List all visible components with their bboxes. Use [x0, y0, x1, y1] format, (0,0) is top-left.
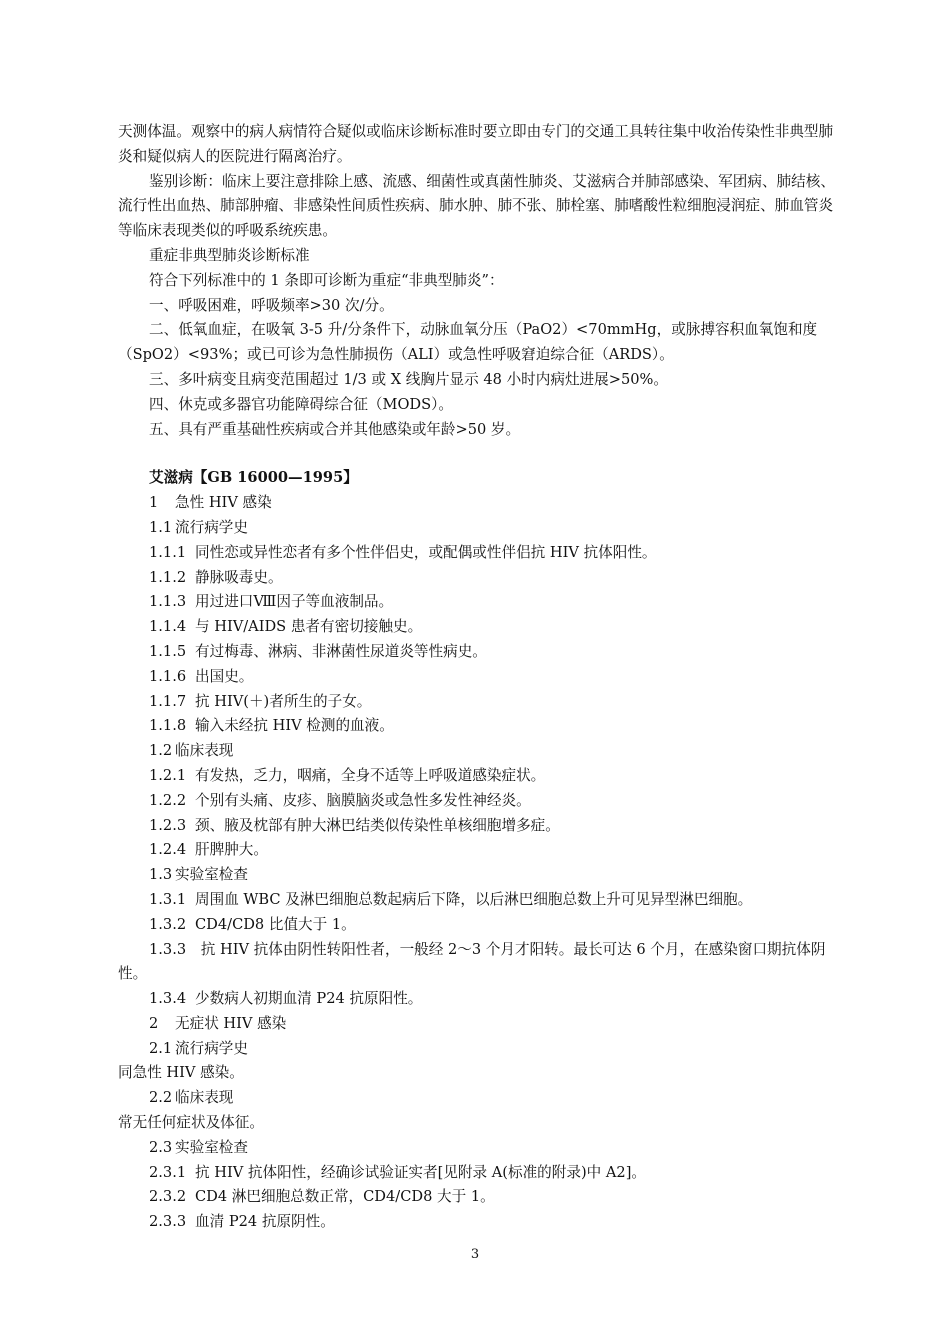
- numbered-item: [118, 888, 838, 913]
- item-text: 有过梅毒、淋病、非淋菌性尿道炎等性病史。: [195, 642, 487, 660]
- item-text: 急性 HIV 感染: [175, 494, 272, 512]
- item-text: 无症状 HIV 感染: [175, 1014, 287, 1032]
- section-heading: [118, 1136, 838, 1161]
- item-number: 2.3.1: [149, 1163, 187, 1181]
- item-text: 少数病人初期血清 P24 抗原阳性。: [195, 990, 423, 1008]
- item-number: 1: [149, 494, 159, 512]
- item-number: 2.2: [149, 1089, 173, 1107]
- paragraph: 同急性 HIV 感染。: [118, 1064, 244, 1082]
- item-number: 1.1.7: [149, 692, 187, 710]
- numbered-item: [118, 590, 838, 615]
- item-number: 1.3.2: [149, 915, 187, 933]
- blank-line: [118, 442, 838, 466]
- numbered-item: [118, 566, 838, 591]
- item-number: 1.3.3: [149, 940, 187, 958]
- item-number: 1.3.4: [149, 990, 187, 1008]
- item-text: 颈、腋及枕部有肿大淋巴结类似传染性单核细胞增多症。: [195, 816, 560, 834]
- item-text: 实验室检查: [175, 1138, 248, 1156]
- numbered-item: [118, 987, 838, 1012]
- numbered-item: [118, 665, 838, 690]
- item-text: 与 HIV/AIDS 患者有密切接触史。: [195, 618, 423, 636]
- paragraph: 四、休克或多器官功能障碍综合征（MODS）。: [149, 395, 453, 413]
- item-number: 2.3.2: [149, 1188, 187, 1206]
- numbered-item: [118, 541, 838, 566]
- item-text: 肝脾肿大。: [195, 841, 268, 859]
- item-number: 1.1: [149, 518, 173, 536]
- numbered-item: [118, 838, 838, 863]
- section-heading: [118, 1037, 838, 1062]
- item-number: 1.1.4: [149, 618, 187, 636]
- numbered-item: [118, 814, 838, 839]
- item-text: 静脉吸毒史。: [195, 568, 283, 586]
- numbered-item: [118, 640, 838, 665]
- item-number: 1.2.2: [149, 791, 187, 809]
- paragraph: 鉴别诊断：临床上要注意排除上感、流感、细菌性或真菌性肺炎、艾滋病合并肺部感染、军团病、肺结核、流行性出血热、肺部肿瘤、非感染性间质性疾病、肺水肿、肺不张、肺栓塞、肺嗜酸性粒细胞浸润症、肺血管炎等临床表现类似的呼吸系统疾患。: [118, 172, 835, 240]
- item-text: 临床表现: [175, 1089, 234, 1107]
- paragraph: 符合下列标准中的 1 条即可诊断为重症“非典型肺炎”：: [149, 271, 504, 289]
- section-title: 艾滋病【GB 16000—1995】: [149, 469, 358, 487]
- item-number: 1.1.5: [149, 642, 187, 660]
- section-heading: [118, 1012, 838, 1037]
- item-number: 1.2.1: [149, 766, 187, 784]
- paragraph: 二、低氧血症，在吸氧 3-5 升/分条件下，动脉血氧分压（PaO2）<70mmHg，或脉搏容积血氧饱和度（SpO2）<93%；或已可诊为急性肺损伤（ALI）或急性呼吸窘迫综合征（ARDS）。: [118, 321, 818, 364]
- item-number: 1.2: [149, 742, 173, 760]
- document-body: [118, 120, 838, 1235]
- numbered-item: [118, 615, 838, 640]
- item-number: 2.3.3: [149, 1213, 187, 1231]
- item-number: 2.3: [149, 1138, 173, 1156]
- item-text: 出国史。: [195, 667, 254, 685]
- item-number: 1.2.4: [149, 841, 187, 859]
- item-number: 1.1.6: [149, 667, 187, 685]
- paragraph: 天测体温。观察中的病人病情符合疑似或临床诊断标准时要立即由专门的交通工具转往集中收治传染性非典型肺炎和疑似病人的医院进行隔离治疗。: [118, 123, 834, 165]
- item-text: CD4/CD8 比值大于 1。: [195, 915, 356, 933]
- paragraph: 三、多叶病变且病变范围超过 1/3 或 X 线胸片显示 48 小时内病灶进展>50%。: [149, 370, 668, 388]
- item-text: 周围血 WBC 及淋巴细胞总数起病后下降，以后淋巴细胞总数上升可见异型淋巴细胞。: [195, 890, 753, 908]
- paragraph: 五、具有严重基础性疾病或合并其他感染或年龄>50 岁。: [149, 420, 521, 438]
- numbered-item: [118, 1161, 838, 1186]
- item-text: 抗 HIV 抗体阳性，经确诊试验证实者[见附录 A(标准的附录)中 A2]。: [195, 1163, 646, 1181]
- numbered-item: [118, 714, 838, 739]
- item-number: 1.2.3: [149, 816, 187, 834]
- section-heading: [118, 516, 838, 541]
- numbered-item: [118, 690, 838, 715]
- item-text: 输入未经抗 HIV 检测的血液。: [195, 717, 394, 735]
- numbered-item: [118, 764, 838, 789]
- item-text: 流行病学史: [175, 1039, 248, 1057]
- item-number: 1.3: [149, 866, 173, 884]
- item-text: 用过进口Ⅷ因子等血液制品。: [195, 593, 394, 611]
- item-text: 血清 P24 抗原阴性。: [195, 1213, 335, 1231]
- item-text: CD4 淋巴细胞总数正常，CD4/CD8 大于 1。: [195, 1188, 495, 1206]
- page-number: 3: [470, 1247, 480, 1262]
- item-text: 抗 HIV 抗体由阴性转阳性者，一般经 2～3 个月才阳转。最长可达 6 个月，在感染窗口期抗体阴性。: [118, 940, 826, 983]
- section-heading: [118, 491, 838, 516]
- item-number: 2.1: [149, 1039, 173, 1057]
- item-number: 1.1.1: [149, 543, 187, 561]
- item-number: 1.3.1: [149, 890, 187, 908]
- section-heading: [118, 863, 838, 888]
- item-text: 临床表现: [175, 742, 234, 760]
- item-text: 流行病学史: [175, 518, 248, 536]
- item-text: 实验室检查: [175, 866, 248, 884]
- numbered-item: [118, 1185, 838, 1210]
- item-text: 个别有头痛、皮疹、脑膜脑炎或急性多发性神经炎。: [195, 791, 531, 809]
- numbered-item: [118, 1210, 838, 1235]
- section-heading: [118, 739, 838, 764]
- numbered-item: [118, 789, 838, 814]
- item-number: 2: [149, 1014, 159, 1032]
- numbered-item: [118, 913, 838, 938]
- paragraph: 一、呼吸困难，呼吸频率>30 次/分。: [149, 296, 394, 314]
- item-text: 有发热，乏力，咽痛，全身不适等上呼吸道感染症状。: [195, 766, 546, 784]
- paragraph: 重症非典型肺炎诊断标准: [149, 246, 310, 264]
- numbered-item: [118, 938, 838, 988]
- item-number: 1.1.2: [149, 568, 187, 586]
- item-text: 同性恋或异性恋者有多个性伴侣史，或配偶或性伴侣抗 HIV 抗体阳性。: [195, 543, 657, 561]
- item-number: 1.1.8: [149, 717, 187, 735]
- item-number: 1.1.3: [149, 593, 187, 611]
- section-heading: [118, 1086, 838, 1111]
- paragraph: 常无任何症状及体征。: [118, 1114, 264, 1132]
- item-text: 抗 HIV(＋)者所生的子女。: [195, 692, 372, 710]
